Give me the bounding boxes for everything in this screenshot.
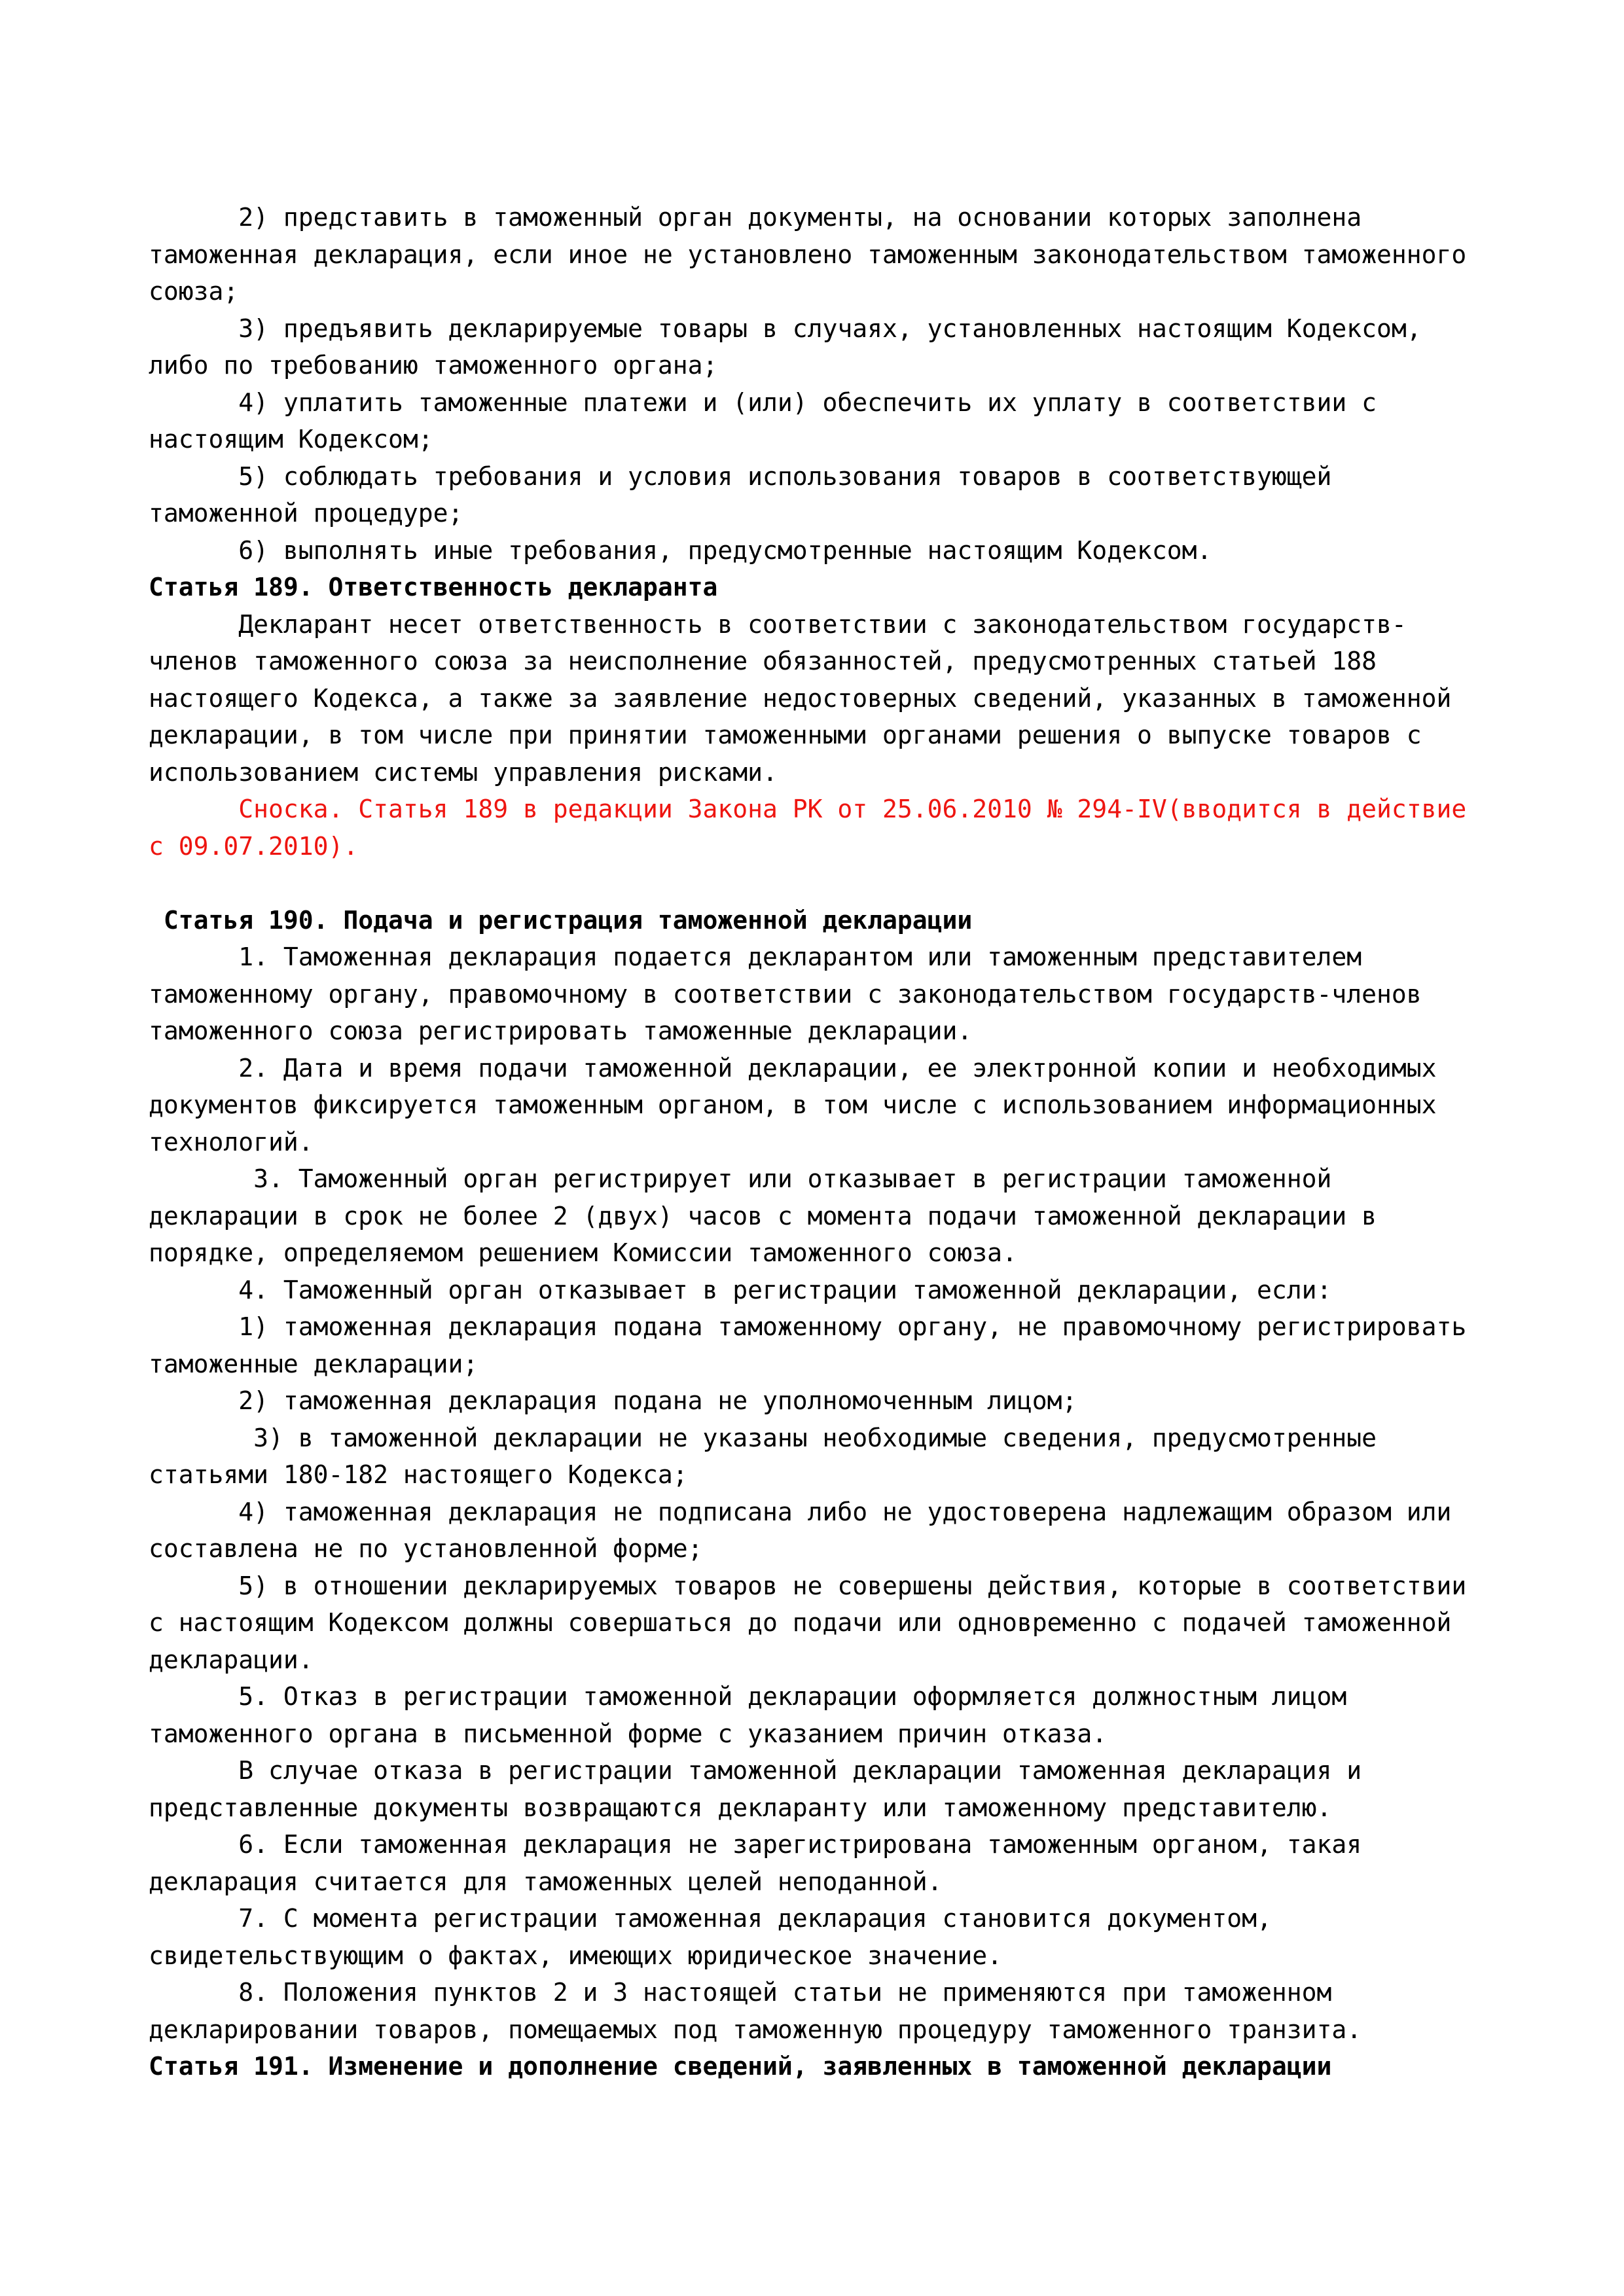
- article-heading: Статья 189. Ответственность декларанта: [149, 573, 718, 601]
- document-line: 7. С момента регистрации таможенная декларация становится документом,: [149, 1904, 1272, 1933]
- document-line: В случае отказа в регистрации таможенной декларации таможенная декларация и: [149, 1756, 1362, 1785]
- document-line: таможенной процедуре;: [149, 499, 463, 528]
- document-line: 5) в отношении декларируемых товаров не совершены действия, которые в соответствии: [149, 1571, 1467, 1600]
- document-line: декларации в срок не более 2 (двух) часов с момента подачи таможенной декларации в: [149, 1201, 1377, 1230]
- document-line: 3. Таможенный орган регистрирует или отказывает в регистрации таможенной: [149, 1164, 1332, 1193]
- document-line: 2. Дата и время подачи таможенной декларации, ее электронной копии и необходимых: [149, 1053, 1437, 1083]
- document-line: настоящим Кодексом;: [149, 425, 433, 454]
- document-line: 8. Положения пунктов 2 и 3 настоящей статьи не применяются при таможенном: [149, 1978, 1332, 2007]
- document-line: таможенному органу, правомочному в соответствии с законодательством государств-членов: [149, 979, 1422, 1009]
- document-line: технологий.: [149, 1127, 314, 1157]
- document-line: 1) таможенная декларация подана таможенному органу, не правомочному регистрировать: [149, 1312, 1467, 1341]
- document-line: таможенные декларации;: [149, 1349, 478, 1378]
- document-line: декларировании товаров, помещаемых под таможенную процедуру таможенного транзита.: [149, 2015, 1362, 2044]
- document-line: 5) соблюдать требования и условия использования товаров в соответствующей: [149, 461, 1332, 491]
- blank-line: [149, 865, 1523, 902]
- document-line: 3) предъявить декларируемые товары в случаях, установленных настоящим Кодексом,: [149, 314, 1422, 343]
- document-line: свидетельствующим о фактах, имеющих юридическое значение.: [149, 1941, 1003, 1970]
- document-line: настоящего Кодекса, а также за заявление недостоверных сведений, указанных в таможенной: [149, 683, 1452, 713]
- document-line: документов фиксируется таможенным органом, в том числе с использованием информационных: [149, 1090, 1437, 1119]
- document-line: 4. Таможенный орган отказывает в регистрации таможенной декларации, если:: [149, 1275, 1332, 1304]
- article-heading: Статья 190. Подача и регистрация таможенной декларации: [149, 905, 973, 935]
- footnote-line: Сноска. Статья 189 в редакции Закона РК от 25.06.2010 № 294-IV(вводится в действие: [149, 795, 1467, 823]
- document-line: декларации.: [149, 1645, 314, 1674]
- document-line: 4) таможенная декларация не подписана либо не удостоверена надлежащим образом или: [149, 1497, 1452, 1526]
- document-line: 6) выполнять иные требования, предусмотренные настоящим Кодексом.: [149, 535, 1212, 565]
- document-line: 2) таможенная декларация подана не уполномоченным лицом;: [149, 1386, 1077, 1415]
- document-line: Декларант несет ответственность в соответствии с законодательством государств-: [149, 609, 1407, 639]
- document-line: 2) представить в таможенный орган документы, на основании которых заполнена: [149, 203, 1362, 232]
- document-line: порядке, определяемом решением Комиссии таможенного союза.: [149, 1238, 1017, 1267]
- document-line: использованием системы управления рисками.: [149, 757, 778, 787]
- article-heading: Статья 191. Изменение и дополнение сведений, заявленных в таможенной декларации: [149, 2052, 1332, 2081]
- document-line: таможенная декларация, если иное не установлено таможенным законодательством таможенного: [149, 240, 1467, 269]
- document-line: статьями 180-182 настоящего Кодекса;: [149, 1460, 688, 1489]
- document-line: 6. Если таможенная декларация не зарегистрирована таможенным органом, такая: [149, 1830, 1362, 1859]
- document-line: союза;: [149, 277, 239, 306]
- document-line: декларация считается для таможенных целей неподанной.: [149, 1867, 943, 1896]
- document-line: либо по требованию таможенного органа;: [149, 351, 718, 380]
- footnote-line: с 09.07.2010).: [149, 831, 359, 861]
- document-line: 1. Таможенная декларация подается декларантом или таможенным представителем: [149, 942, 1362, 971]
- document-line: представленные документы возвращаются декларанту или таможенному представителю.: [149, 1793, 1332, 1822]
- document-body: [149, 199, 1523, 2085]
- document-line: 5. Отказ в регистрации таможенной декларации оформляется должностным лицом: [149, 1682, 1347, 1711]
- document-line: таможенного органа в письменной форме с указанием причин отказа.: [149, 1719, 1108, 1748]
- document-line: с настоящим Кодексом должны совершаться до подачи или одновременно с подачей таможенной: [149, 1608, 1452, 1637]
- document-line: составлена не по установленной форме;: [149, 1534, 703, 1563]
- document-line: членов таможенного союза за неисполнение обязанностей, предусмотренных статьей 188: [149, 647, 1377, 675]
- document-line: 3) в таможенной декларации не указаны необходимые сведения, предусмотренные: [149, 1423, 1377, 1452]
- document-line: 4) уплатить таможенные платежи и (или) обеспечить их уплату в соответствии с: [149, 387, 1377, 417]
- document-line: декларации, в том числе при принятии таможенными органами решения о выпуске товаров с: [149, 721, 1422, 749]
- document-line: таможенного союза регистрировать таможенные декларации.: [149, 1016, 973, 1045]
